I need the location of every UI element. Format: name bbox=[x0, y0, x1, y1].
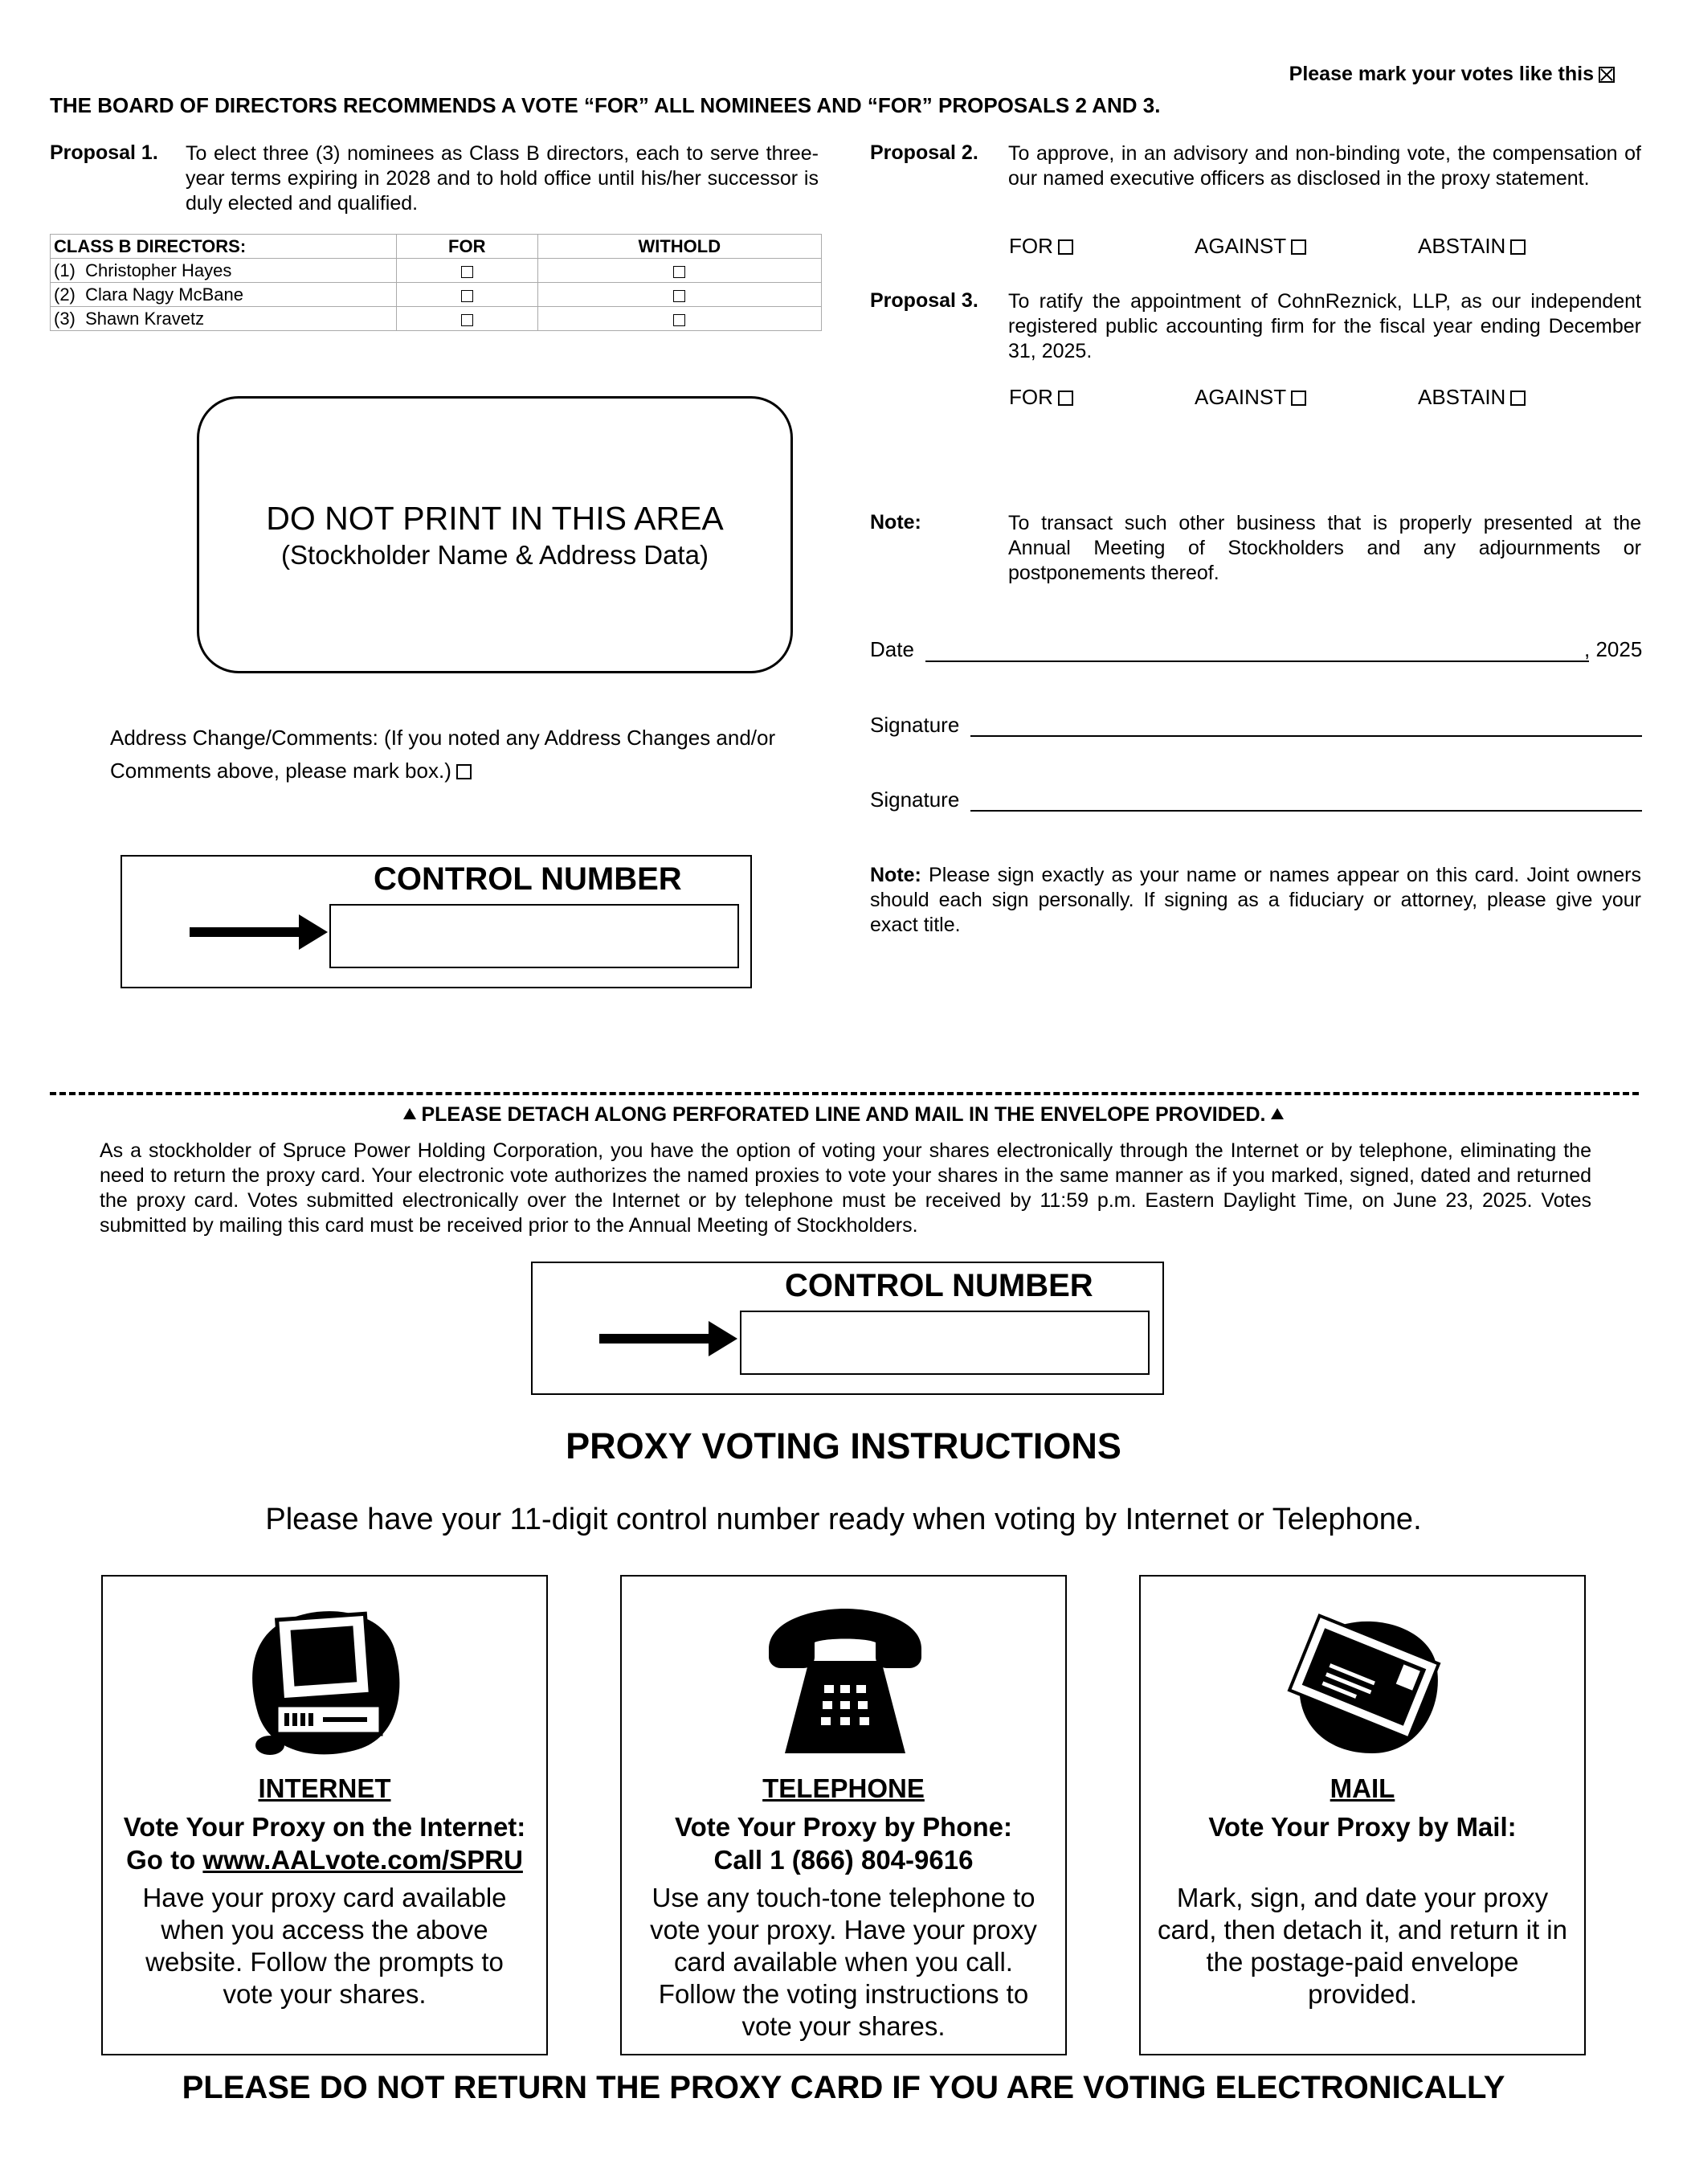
control-number-title-2: CONTROL NUMBER bbox=[785, 1268, 1093, 1303]
internet-heading: INTERNET bbox=[258, 1773, 391, 1803]
nominee-cell: (2) Clara Nagy McBane bbox=[51, 283, 397, 307]
signature-label-1: Signature bbox=[870, 713, 960, 737]
note1-text: To transact such other business that is properly presented at the Annual Meeting of Stockholders and any adjournments or postponements thereof. bbox=[1008, 512, 1641, 584]
perforated-line bbox=[50, 1092, 1639, 1095]
proposal2-for-checkbox[interactable] bbox=[1058, 239, 1073, 255]
telephone-line2: Call 1 (866) 804-9616 bbox=[713, 1845, 974, 1875]
nominee1-withold-checkbox[interactable] bbox=[673, 266, 685, 278]
proposal1-text: To elect three (3) nominees as Class B directors, each to serve three-year terms expiring in 2028 and to hold office until his/her successor is duly elected and qualified. bbox=[186, 142, 819, 215]
nominee2-withold-checkbox[interactable] bbox=[673, 290, 685, 302]
address-change-text: Address Change/Comments: (If you noted any Address Changes and/or Comments above, please mark box.) bbox=[110, 726, 776, 783]
note2: Note: Please sign exactly as your name or names appear on this card. Joint owners should each sign personally. If signing as a fiduciary or attorney, please give your exact title. bbox=[870, 864, 1641, 936]
nominee-cell: (1) Christopher Hayes bbox=[51, 259, 397, 283]
nominee3-withold-checkbox[interactable] bbox=[673, 314, 685, 326]
table-header-row bbox=[51, 235, 822, 259]
internet-method-box bbox=[101, 1575, 548, 2055]
proposal2-against: AGAINST bbox=[1195, 234, 1306, 259]
withold-cell bbox=[537, 307, 821, 331]
mark-votes-instruction: Please mark your votes like this bbox=[1289, 63, 1615, 86]
for-cell bbox=[397, 283, 538, 307]
nominee2-for-checkbox[interactable] bbox=[461, 290, 473, 302]
proposal3-against: AGAINST bbox=[1195, 385, 1306, 410]
for-cell bbox=[397, 307, 538, 331]
proposal3-text: To ratify the appointment of CohnReznick, LLP, as our independent registered public accounting firm for the fiscal year ending December 31, 2025. bbox=[1008, 290, 1641, 362]
proposal2-for: FOR bbox=[1009, 234, 1073, 259]
electronic-voting-paragraph: As a stockholder of Spruce Power Holding Corporation, you have the option of voting your shares electronically through the Internet or by telephone, eliminating the need to return the proxy card. Your electronic vote authorizes the named proxies to vote your shares in the same manner as if you marked, signed, dated and returned the proxy card. Votes submitted electronically over the Internet or by telephone must be received by 11:59 p.m. Eastern Daylight Time, on June 23, 2025. Votes submitted by mailing this card must be received prior to the Annual Meeting of Stockholders. bbox=[100, 1139, 1591, 1237]
computer-icon bbox=[246, 1601, 406, 1761]
telephone-icon bbox=[765, 1601, 925, 1761]
proposal3-abstain: ABSTAIN bbox=[1418, 385, 1526, 410]
up-arrow-icon bbox=[403, 1108, 416, 1119]
for-cell bbox=[397, 259, 538, 283]
directors-table bbox=[50, 234, 822, 331]
proposal2-abstain: ABSTAIN bbox=[1418, 234, 1526, 259]
envelope-icon bbox=[1284, 1601, 1444, 1761]
nominee1-for-checkbox[interactable] bbox=[461, 266, 473, 278]
signature-field-1[interactable] bbox=[970, 713, 1642, 737]
proposal2-against-checkbox[interactable] bbox=[1291, 239, 1306, 255]
nominee3-for-checkbox[interactable] bbox=[461, 314, 473, 326]
signature-label-2: Signature bbox=[870, 787, 960, 812]
telephone-heading: TELEPHONE bbox=[762, 1773, 925, 1803]
control-number-field[interactable] bbox=[329, 904, 739, 968]
date-year: , 2025 bbox=[1584, 637, 1643, 661]
instructions-title: PROXY VOTING INSTRUCTIONS bbox=[566, 1425, 1121, 1466]
table-row bbox=[51, 259, 822, 283]
detach-instruction: PLEASE DETACH ALONG PERFORATED LINE AND MAIL IN THE ENVELOPE PROVIDED. bbox=[0, 1103, 1687, 1127]
up-arrow-icon bbox=[1271, 1108, 1284, 1119]
mail-body: Mark, sign, and date your proxy card, then detach it, and return it in the postage-paid envelope provided. bbox=[1158, 1883, 1567, 2009]
date-field[interactable] bbox=[925, 637, 1589, 662]
arrow-icon bbox=[599, 1334, 713, 1344]
address-change-checkbox[interactable] bbox=[456, 764, 472, 779]
address-area-box bbox=[197, 396, 793, 673]
telephone-line1: Vote Your Proxy by Phone: bbox=[675, 1812, 1012, 1842]
withold-cell bbox=[537, 283, 821, 307]
table-header: CLASS B DIRECTORS: bbox=[51, 235, 397, 259]
proposal1-label: Proposal 1. bbox=[50, 141, 158, 164]
checked-box-icon bbox=[1599, 67, 1615, 83]
internet-line2: Go to www.AALvote.com/SPRU bbox=[126, 1845, 523, 1875]
proposal2-label: Proposal 2. bbox=[870, 141, 978, 164]
signature-field-2[interactable] bbox=[970, 787, 1642, 812]
proposal3-label: Proposal 3. bbox=[870, 289, 978, 312]
date-label: Date bbox=[870, 637, 914, 661]
proposal2-text: To approve, in an advisory and non-binding vote, the compensation of our named executive officers as disclosed in the proxy statement. bbox=[1008, 142, 1641, 190]
proposal3-for: FOR bbox=[1009, 385, 1073, 410]
control-number-title: CONTROL NUMBER bbox=[374, 861, 682, 897]
proposal3-against-checkbox[interactable] bbox=[1291, 391, 1306, 406]
footer-warning: PLEASE DO NOT RETURN THE PROXY CARD IF YOU ARE VOTING ELECTRONICALLY bbox=[182, 2070, 1505, 2105]
mail-method-box bbox=[1139, 1575, 1586, 2055]
table-header: WITHOLD bbox=[537, 235, 821, 259]
table-row bbox=[51, 283, 822, 307]
internet-vote-link[interactable]: www.AALvote.com/SPRU bbox=[202, 1845, 523, 1875]
address-area-title: DO NOT PRINT IN THIS AREA bbox=[266, 500, 724, 537]
withold-cell bbox=[537, 259, 821, 283]
proposal3-abstain-checkbox[interactable] bbox=[1510, 391, 1526, 406]
proposal2-abstain-checkbox[interactable] bbox=[1510, 239, 1526, 255]
nominee-cell: (3) Shawn Kravetz bbox=[51, 307, 397, 331]
telephone-body: Use any touch-tone telephone to vote your proxy. Have your proxy card available when you call. Follow the voting instructions to vote your shares. bbox=[650, 1883, 1037, 2041]
mail-line1: Vote Your Proxy by Mail: bbox=[1208, 1812, 1517, 1842]
arrow-icon bbox=[190, 927, 304, 937]
proposal3-for-checkbox[interactable] bbox=[1058, 391, 1073, 406]
internet-line1: Vote Your Proxy on the Internet: bbox=[123, 1812, 526, 1842]
table-row bbox=[51, 307, 822, 331]
control-number-field-2[interactable] bbox=[740, 1311, 1150, 1375]
address-area-subtitle: (Stockholder Name & Address Data) bbox=[281, 540, 709, 570]
mail-heading: MAIL bbox=[1330, 1773, 1395, 1803]
telephone-method-box bbox=[620, 1575, 1067, 2055]
note1-label: Note: bbox=[870, 511, 921, 534]
board-recommendation: THE BOARD OF DIRECTORS RECOMMENDS A VOTE “FOR” ALL NOMINEES AND “FOR” PROPOSALS 2 AND 3. bbox=[50, 93, 1161, 117]
internet-body: Have your proxy card available when you access the above website. Follow the prompts to vote your shares. bbox=[142, 1883, 507, 2009]
instructions-subtitle: Please have your 11-digit control number ready when voting by Internet or Telephone. bbox=[265, 1503, 1422, 1536]
table-header: FOR bbox=[397, 235, 538, 259]
